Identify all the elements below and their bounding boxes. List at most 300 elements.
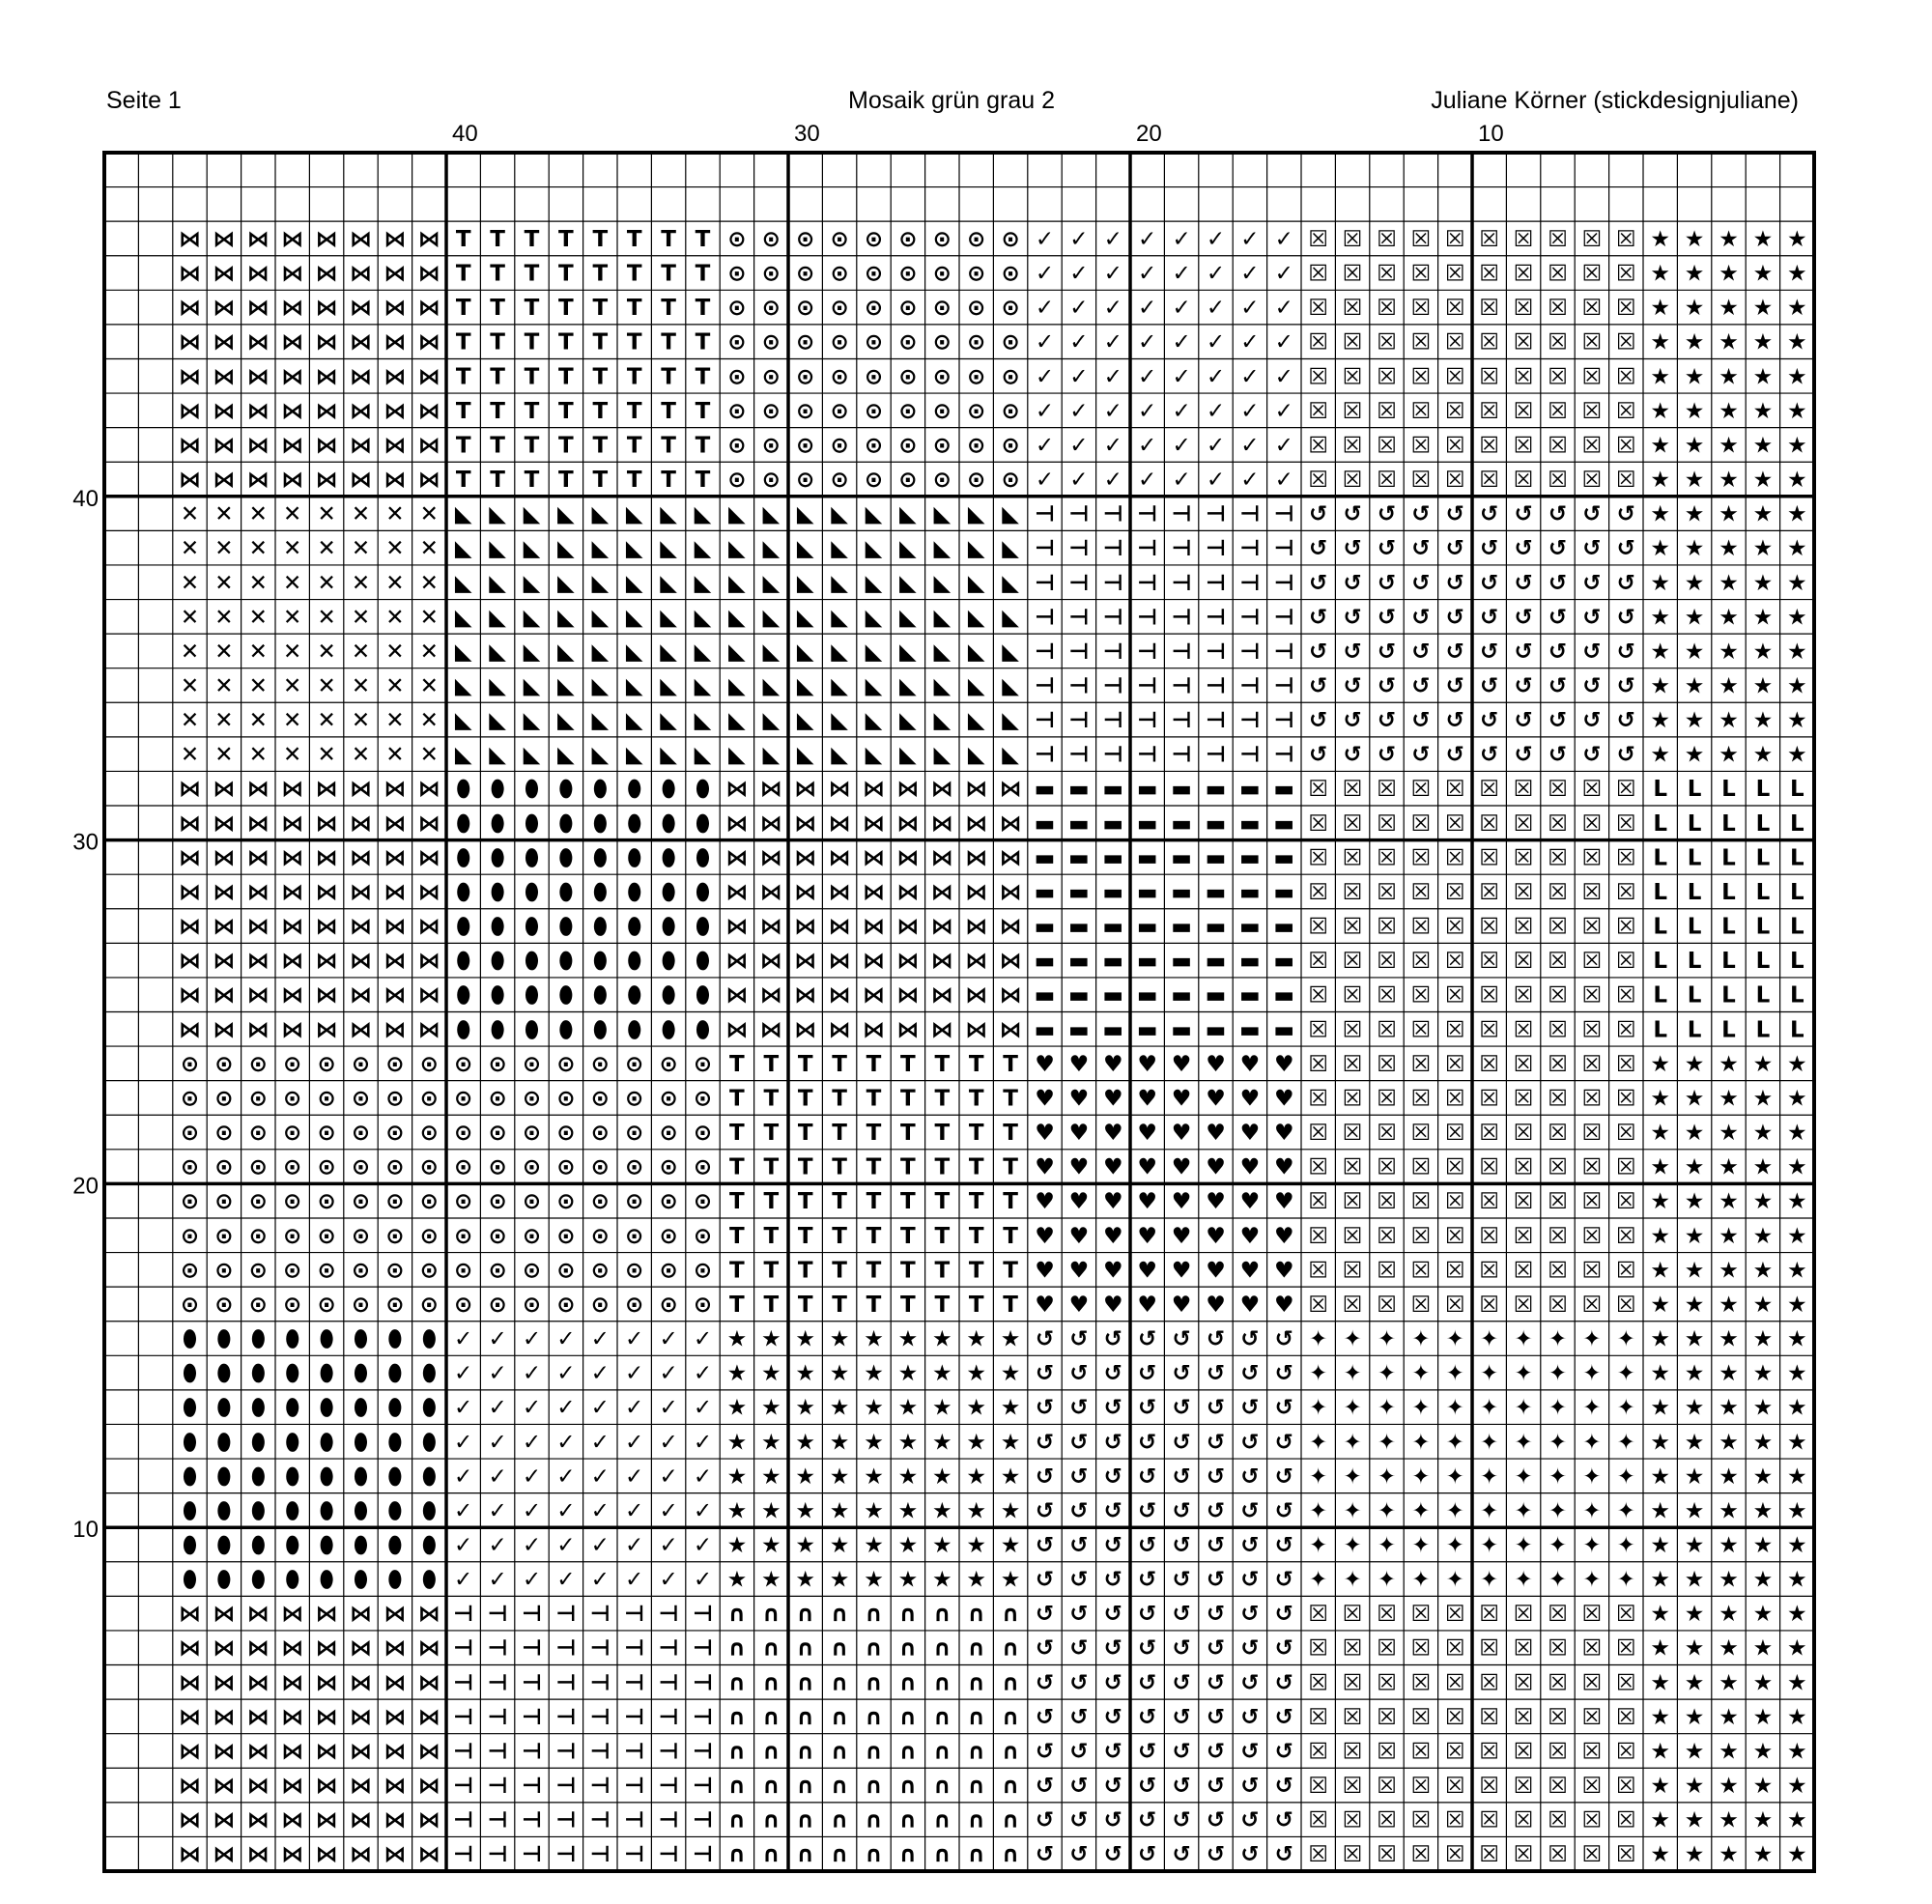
stitch-symbol: ☒: [1377, 1189, 1397, 1215]
stitch-symbol: ⋈: [315, 468, 338, 494]
stitch-symbol: ↺: [1616, 708, 1635, 734]
stitch-symbol: ⊣: [1102, 673, 1123, 699]
stitch-symbol: ★: [1786, 329, 1807, 355]
stitch-symbol: ★: [966, 1464, 987, 1490]
stitch-symbol: ⬮: [627, 777, 641, 803]
stitch-symbol: ✦: [1343, 1532, 1362, 1558]
stitch-symbol: ☒: [1377, 845, 1397, 871]
stitch-symbol: ✓: [454, 1532, 473, 1558]
stitch-symbol: ⬮: [696, 949, 710, 975]
stitch-symbol: ↺: [1138, 1807, 1157, 1833]
stitch-symbol: ⋈: [863, 879, 885, 905]
stitch-symbol: ☒: [1479, 1635, 1500, 1662]
stitch-symbol: ⋈: [384, 1807, 407, 1833]
stitch-symbol: ✕: [419, 742, 439, 768]
stitch-symbol: ⊙: [180, 1258, 200, 1284]
stitch-symbol: ◣: [865, 605, 883, 631]
stitch-symbol: ✓: [1138, 468, 1157, 494]
stitch-symbol: ✓: [1206, 226, 1226, 252]
stitch-symbol: ★: [726, 1464, 748, 1490]
stitch-symbol: ⊣: [1137, 673, 1158, 699]
stitch-symbol: ✦: [1445, 1430, 1464, 1456]
stitch-symbol: ∩: [932, 1635, 952, 1662]
stitch-symbol: ◣: [967, 742, 985, 768]
stitch-symbol: ⋈: [350, 398, 372, 424]
stitch-symbol: ↺: [1514, 501, 1533, 527]
stitch-symbol: ◣: [967, 639, 985, 665]
stitch-symbol: ★: [1752, 570, 1774, 596]
stitch-symbol: ☒: [1479, 433, 1500, 459]
stitch-symbol: ↺: [1274, 1430, 1293, 1456]
stitch-symbol: ▬: [1171, 1017, 1192, 1043]
stitch-symbol: ∩: [865, 1704, 883, 1730]
stitch-symbol: ☒: [1342, 398, 1363, 424]
stitch-symbol: ★: [726, 1326, 748, 1352]
stitch-symbol: ★: [1786, 1464, 1807, 1490]
stitch-symbol: ↺: [1069, 1464, 1089, 1490]
stitch-symbol: ⊙: [590, 1189, 610, 1215]
stitch-symbol: ↺: [1240, 1635, 1260, 1662]
stitch-symbol: ★: [1684, 1532, 1705, 1558]
stitch-symbol: ⬮: [456, 982, 470, 1009]
stitch-symbol: ∩: [761, 1842, 781, 1868]
stitch-symbol: ☒: [1444, 398, 1465, 424]
stitch-symbol: ⊣: [692, 1842, 714, 1868]
stitch-symbol: ⊙: [385, 1292, 405, 1318]
stitch-symbol: ☒: [1513, 296, 1534, 322]
stitch-symbol: ☒: [1479, 1842, 1500, 1868]
stitch-symbol: ☒: [1548, 982, 1568, 1009]
stitch-symbol: T: [763, 1258, 780, 1284]
stitch-symbol: ✓: [659, 1430, 678, 1456]
stitch-symbol: ⋈: [179, 1670, 201, 1696]
stitch-symbol: T: [490, 261, 505, 287]
stitch-symbol: ⋈: [246, 1017, 270, 1043]
stitch-symbol: ↺: [1206, 1567, 1226, 1593]
stitch-symbol: ⋈: [384, 433, 407, 459]
stitch-symbol: ☒: [1479, 1774, 1500, 1800]
stitch-symbol: ⬮: [696, 810, 710, 837]
stitch-symbol: ♥: [1035, 1121, 1055, 1147]
stitch-symbol: ☒: [1308, 468, 1329, 494]
stitch-symbol: ✓: [1035, 433, 1055, 459]
stitch-symbol: ☒: [1615, 1670, 1636, 1696]
stitch-symbol: ↺: [1582, 742, 1602, 768]
stitch-symbol: ∩: [727, 1774, 747, 1800]
stitch-symbol: ☒: [1308, 1051, 1329, 1077]
stitch-symbol: ↺: [1172, 1704, 1191, 1730]
stitch-symbol: ⊙: [488, 1292, 507, 1318]
stitch-symbol: ⊙: [898, 468, 918, 494]
stitch-symbol: ⊣: [1239, 639, 1261, 665]
stitch-symbol: ✓: [1103, 468, 1122, 494]
stitch-symbol: ↺: [1138, 1361, 1157, 1387]
stitch-symbol: ⊣: [453, 1842, 474, 1868]
stitch-symbol: ☒: [1444, 879, 1465, 905]
stitch-symbol: ★: [1719, 1498, 1739, 1524]
stitch-symbol: ▬: [1205, 777, 1227, 803]
stitch-symbol: ✦: [1548, 1567, 1568, 1593]
stitch-symbol: ✦: [1411, 1498, 1431, 1524]
stitch-symbol: ▬: [1068, 1017, 1090, 1043]
stitch-symbol: ↺: [1138, 1326, 1157, 1352]
stitch-symbol: ⊣: [555, 1807, 577, 1833]
stitch-symbol: ⋈: [999, 879, 1022, 905]
stitch-symbol: ☒: [1308, 296, 1329, 322]
stitch-symbol: ⋈: [281, 226, 304, 252]
stitch-symbol: ⋈: [384, 1739, 407, 1765]
stitch-symbol: ✕: [283, 536, 302, 562]
stitch-symbol: ✕: [180, 605, 200, 631]
stitch-symbol: ☒: [1444, 433, 1465, 459]
stitch-symbol: ⋈: [384, 329, 407, 355]
stitch-symbol: ★: [1650, 605, 1671, 631]
stitch-symbol: ⊣: [589, 1842, 611, 1868]
stitch-symbol: ⊙: [967, 468, 986, 494]
stitch-symbol: ✓: [1240, 296, 1260, 322]
stitch-symbol: ⊙: [693, 1051, 713, 1077]
stitch-symbol: ∩: [796, 1704, 815, 1730]
stitch-symbol: ↺: [1616, 501, 1635, 527]
stitch-symbol: ★: [1719, 364, 1739, 390]
stitch-symbol: ☒: [1410, 810, 1432, 837]
stitch-symbol: ⊣: [1205, 639, 1227, 665]
stitch-symbol: ✕: [248, 639, 268, 665]
stitch-symbol: ◣: [591, 639, 610, 665]
stitch-symbol: ★: [1786, 1567, 1807, 1593]
stitch-symbol: ◣: [865, 570, 883, 596]
stitch-symbol: ◣: [557, 708, 575, 734]
stitch-symbol: ★: [1752, 1086, 1774, 1112]
stitch-symbol: ◣: [933, 742, 952, 768]
stitch-symbol: T: [592, 364, 609, 390]
stitch-symbol: L: [1653, 1017, 1668, 1043]
stitch-symbol: ☒: [1615, 1017, 1636, 1043]
stitch-symbol: L: [1755, 810, 1771, 837]
stitch-symbol: ⋈: [315, 1842, 338, 1868]
stitch-symbol: ◣: [591, 605, 610, 631]
stitch-symbol: ◣: [625, 639, 643, 665]
stitch-symbol: ↺: [1206, 1670, 1226, 1696]
stitch-symbol: ⊙: [727, 468, 747, 494]
stitch-symbol: ✓: [522, 1464, 542, 1490]
stitch-symbol: ⬮: [456, 810, 470, 837]
stitch-symbol: ↺: [1411, 639, 1431, 665]
stitch-symbol: ⋈: [417, 845, 440, 871]
stitch-symbol: ★: [1752, 1635, 1774, 1662]
stitch-symbol: ◣: [660, 570, 677, 596]
stitch-symbol: ∩: [898, 1670, 918, 1696]
stitch-symbol: ☒: [1342, 1121, 1363, 1147]
stitch-symbol: ◣: [831, 742, 848, 768]
stitch-symbol: ∩: [932, 1602, 952, 1628]
stitch-symbol: ✕: [248, 742, 268, 768]
stitch-symbol: ☒: [1342, 1670, 1363, 1696]
stitch-symbol: ↺: [1138, 1430, 1157, 1456]
stitch-symbol: ♥: [1273, 1121, 1294, 1147]
stitch-symbol: ⊙: [454, 1223, 473, 1249]
stitch-symbol: ★: [931, 1567, 952, 1593]
stitch-symbol: ✕: [180, 742, 200, 768]
stitch-symbol: ★: [1752, 468, 1774, 494]
stitch-symbol: ◣: [591, 708, 610, 734]
stitch-symbol: ♥: [1239, 1258, 1261, 1284]
stitch-symbol: ⋈: [794, 845, 817, 871]
stitch-symbol: ↺: [1240, 1395, 1260, 1421]
stitch-symbol: L: [1721, 1017, 1736, 1043]
stitch-symbol: ✦: [1309, 1430, 1328, 1456]
stitch-symbol: ✓: [488, 1430, 507, 1456]
stitch-symbol: ✓: [454, 1395, 473, 1421]
stitch-symbol: ⋈: [315, 1807, 338, 1833]
stitch-symbol: ⋈: [281, 296, 304, 322]
stitch-symbol: ☒: [1513, 433, 1534, 459]
stitch-symbol: ✓: [1172, 226, 1191, 252]
stitch-symbol: ⊙: [864, 364, 884, 390]
stitch-symbol: ☒: [1479, 1258, 1500, 1284]
stitch-symbol: ◣: [454, 639, 472, 665]
stitch-symbol: ⊣: [1034, 708, 1056, 734]
stitch-symbol: ☒: [1513, 1051, 1534, 1077]
stitch-symbol: ↺: [1343, 605, 1362, 631]
stitch-symbol: ⊣: [453, 1704, 474, 1730]
stitch-symbol: T: [626, 261, 642, 287]
stitch-symbol: ⋈: [281, 845, 304, 871]
stitch-symbol: ◣: [694, 673, 712, 699]
stitch-symbol: ▬: [1273, 914, 1295, 940]
stitch-symbol: ∩: [761, 1774, 781, 1800]
stitch-symbol: ⋈: [863, 810, 885, 837]
stitch-symbol: ⊙: [522, 1051, 542, 1077]
stitch-symbol: ♥: [1171, 1258, 1192, 1284]
stitch-symbol: ⬮: [627, 949, 641, 975]
stitch-symbol: ⊣: [624, 1739, 645, 1765]
stitch-symbol: ∩: [727, 1602, 747, 1628]
stitch-symbol: ↺: [1240, 1567, 1260, 1593]
stitch-symbol: ⊣: [1205, 570, 1227, 596]
stitch-symbol: ☒: [1479, 296, 1500, 322]
stitch-symbol: ⬮: [422, 1361, 437, 1387]
stitch-symbol: ⬮: [525, 879, 539, 905]
stitch-symbol: ★: [1719, 742, 1739, 768]
stitch-symbol: ☒: [1342, 1223, 1363, 1249]
stitch-symbol: ✓: [1240, 329, 1260, 355]
stitch-symbol: ♥: [1035, 1051, 1055, 1077]
stitch-symbol: ☒: [1410, 914, 1432, 940]
stitch-symbol: ⋈: [179, 1774, 201, 1800]
stitch-symbol: T: [695, 364, 711, 390]
stitch-symbol: ⋈: [896, 949, 920, 975]
stitch-symbol: ⊙: [488, 1223, 507, 1249]
stitch-symbol: ⊙: [967, 296, 986, 322]
stitch-symbol: ♥: [1035, 1189, 1055, 1215]
stitch-symbol: ★: [1000, 1430, 1021, 1456]
stitch-symbol: ⬮: [558, 1017, 574, 1043]
stitch-symbol: ⊙: [693, 1121, 713, 1147]
stitch-symbol: ⊣: [453, 1739, 474, 1765]
stitch-symbol: ⊙: [727, 226, 747, 252]
stitch-symbol: ✓: [1069, 329, 1089, 355]
stitch-symbol: ★: [1684, 1807, 1705, 1833]
stitch-symbol: ⋈: [350, 261, 372, 287]
stitch-symbol: T: [934, 1292, 951, 1318]
stitch-symbol: ✓: [522, 1361, 542, 1387]
stitch-symbol: ★: [1684, 708, 1705, 734]
stitch-symbol: T: [455, 398, 471, 424]
stitch-symbol: ☒: [1479, 1670, 1500, 1696]
stitch-symbol: ⋈: [246, 1842, 270, 1868]
stitch-symbol: L: [1721, 982, 1736, 1009]
stitch-symbol: ★: [1684, 261, 1705, 287]
stitch-symbol: ▬: [1068, 982, 1090, 1009]
stitch-symbol: T: [832, 1223, 847, 1249]
stitch-symbol: ☒: [1342, 777, 1363, 803]
stitch-symbol: ♥: [1137, 1086, 1158, 1112]
stitch-symbol: ☒: [1581, 1223, 1603, 1249]
stitch-symbol: ☒: [1410, 1602, 1432, 1628]
stitch-symbol: ⊙: [317, 1121, 336, 1147]
stitch-symbol: ♥: [1068, 1292, 1090, 1318]
stitch-symbol: ♥: [1102, 1154, 1123, 1180]
stitch-symbol: ★: [1650, 536, 1671, 562]
stitch-symbol: ▬: [1171, 845, 1192, 871]
stitch-symbol: ⋈: [828, 777, 851, 803]
stitch-symbol: ▬: [1273, 777, 1295, 803]
stitch-symbol: ⊙: [796, 226, 815, 252]
stitch-symbol: ☒: [1581, 1051, 1603, 1077]
stitch-symbol: ★: [864, 1430, 884, 1456]
stitch-symbol: ⋈: [417, 1635, 440, 1662]
stitch-symbol: ⊙: [283, 1258, 302, 1284]
stitch-symbol: ⬮: [525, 914, 539, 940]
stitch-symbol: ★: [1684, 1395, 1705, 1421]
stitch-symbol: ★: [1786, 1258, 1807, 1284]
stitch-symbol: ✓: [625, 1326, 644, 1352]
stitch-symbol: ★: [1752, 1258, 1774, 1284]
stitch-symbol: ◣: [865, 639, 883, 665]
stitch-symbol: ⬮: [525, 777, 539, 803]
stitch-symbol: ⋈: [794, 879, 817, 905]
stitch-symbol: ☒: [1548, 1051, 1568, 1077]
stitch-symbol: ★: [1752, 1774, 1774, 1800]
stitch-symbol: ⋈: [315, 1602, 338, 1628]
stitch-symbol: ☒: [1548, 1292, 1568, 1318]
stitch-symbol: ↺: [1206, 1395, 1226, 1421]
stitch-symbol: ★: [1786, 398, 1807, 424]
stitch-symbol: ✦: [1548, 1395, 1568, 1421]
stitch-symbol: ↺: [1343, 536, 1362, 562]
stitch-symbol: ⋈: [930, 810, 953, 837]
stitch-symbol: ★: [1752, 708, 1774, 734]
stitch-symbol: ◣: [796, 570, 814, 596]
stitch-symbol: ♥: [1171, 1223, 1192, 1249]
stitch-symbol: ⋈: [315, 1635, 338, 1662]
stitch-symbol: ☒: [1548, 1258, 1568, 1284]
stitch-symbol: ↺: [1514, 708, 1533, 734]
stitch-symbol: ◣: [865, 673, 883, 699]
stitch-symbol: ☒: [1581, 1292, 1603, 1318]
stitch-symbol: ☒: [1308, 398, 1329, 424]
stitch-symbol: ✕: [385, 742, 405, 768]
stitch-symbol: ⋈: [384, 879, 407, 905]
stitch-symbol: ✕: [317, 639, 336, 665]
stitch-symbol: ⋈: [350, 329, 372, 355]
stitch-symbol: ⋈: [281, 1602, 304, 1628]
stitch-symbol: ▬: [1136, 845, 1158, 871]
stitch-symbol: ⬮: [593, 949, 608, 975]
stitch-symbol: ↺: [1548, 605, 1568, 631]
stitch-symbol: ☒: [1548, 468, 1568, 494]
stitch-symbol: ☒: [1548, 879, 1568, 905]
stitch-symbol: ☒: [1377, 1635, 1397, 1662]
stitch-symbol: ★: [1719, 1567, 1739, 1593]
stitch-symbol: ◣: [625, 708, 643, 734]
stitch-symbol: ⋈: [999, 914, 1022, 940]
stitch-symbol: ☒: [1548, 226, 1568, 252]
stitch-symbol: ⊙: [693, 1292, 713, 1318]
stitch-symbol: ↺: [1411, 536, 1431, 562]
stitch-symbol: ⋈: [759, 1017, 782, 1043]
stitch-symbol: ⋈: [281, 1739, 304, 1765]
stitch-symbol: ⬮: [319, 1567, 334, 1593]
stitch-symbol: ♥: [1102, 1223, 1123, 1249]
stitch-symbol: ◣: [933, 570, 952, 596]
stitch-symbol: ⋈: [179, 398, 201, 424]
stitch-symbol: ▬: [1034, 845, 1056, 871]
stitch-symbol: ▬: [1136, 1017, 1158, 1043]
stitch-symbol: ◣: [796, 742, 814, 768]
stitch-symbol: ↺: [1240, 1704, 1260, 1730]
stitch-symbol: ↺: [1445, 742, 1464, 768]
stitch-symbol: ↺: [1480, 536, 1499, 562]
stitch-symbol: L: [1687, 982, 1702, 1009]
stitch-symbol: ⊙: [625, 1292, 644, 1318]
stitch-symbol: ↺: [1069, 1430, 1089, 1456]
stitch-symbol: ☒: [1342, 1704, 1363, 1730]
stitch-symbol: ★: [1650, 1395, 1671, 1421]
stitch-symbol: ★: [1752, 1532, 1774, 1558]
stitch-symbol: ↺: [1035, 1842, 1055, 1868]
stitch-symbol: ⊣: [453, 1602, 474, 1628]
stitch-symbol: ↺: [1069, 1670, 1089, 1696]
stitch-symbol: ★: [1752, 605, 1774, 631]
stitch-symbol: ∩: [796, 1739, 815, 1765]
stitch-symbol: ★: [1752, 1602, 1774, 1628]
stitch-symbol: ↺: [1480, 708, 1499, 734]
stitch-symbol: ↺: [1548, 536, 1568, 562]
stitch-symbol: ⊙: [932, 433, 952, 459]
stitch-symbol: ⋈: [179, 261, 201, 287]
stitch-symbol: ★: [1684, 1292, 1705, 1318]
stitch-symbol: ⋈: [246, 845, 270, 871]
stitch-symbol: T: [455, 364, 471, 390]
stitch-symbol: T: [729, 1121, 745, 1147]
stitch-symbol: ★: [795, 1567, 816, 1593]
stitch-symbol: ▬: [1136, 982, 1158, 1009]
stitch-symbol: ⋈: [350, 914, 372, 940]
stitch-symbol: ↺: [1582, 639, 1602, 665]
stitch-symbol: ☒: [1615, 777, 1636, 803]
stitch-symbol: ∩: [898, 1739, 918, 1765]
stitch-symbol: ★: [1786, 1430, 1807, 1456]
stitch-symbol: T: [832, 1086, 847, 1112]
stitch-symbol: ⊙: [283, 1154, 302, 1180]
stitch-symbol: ✕: [248, 501, 268, 527]
stitch-symbol: ★: [1752, 1361, 1774, 1387]
stitch-symbol: ⊣: [1171, 708, 1192, 734]
stitch-symbol: ★: [1719, 296, 1739, 322]
stitch-symbol: ✓: [556, 1498, 576, 1524]
